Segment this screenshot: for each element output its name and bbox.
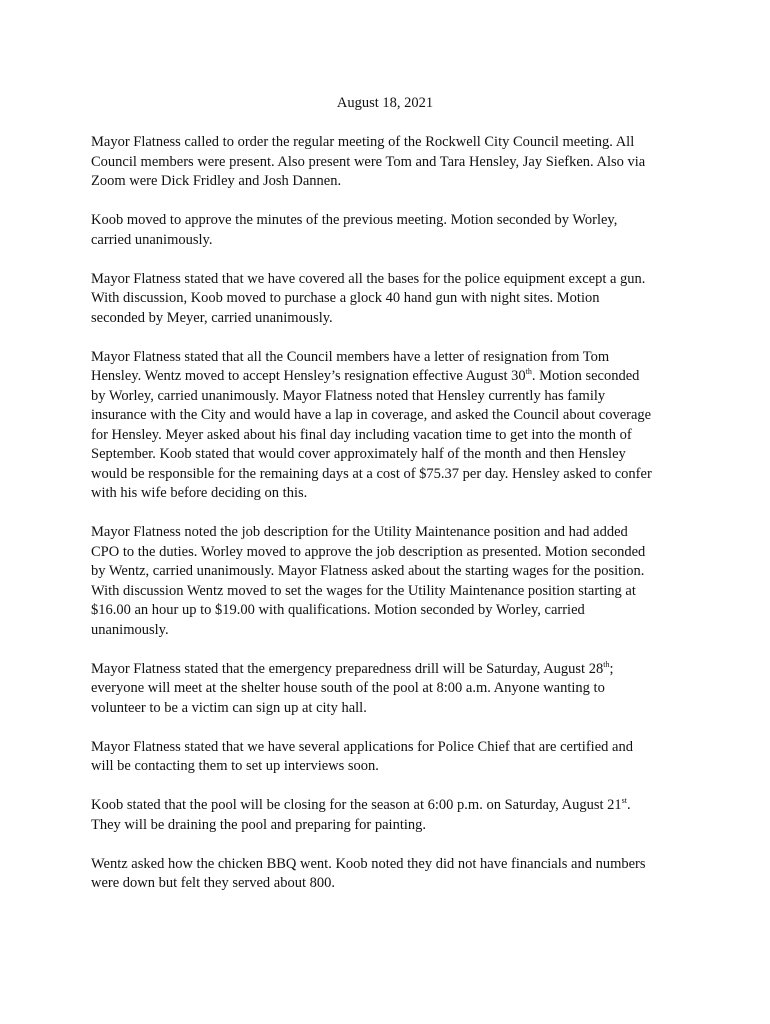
text-fragment: Koob stated that the pool will be closing for the season at 6:00 p.m. on Saturday, August 21 [91, 797, 622, 813]
text-fragment: ; [609, 660, 614, 677]
text-line: With discussion, Koob moved to purchase a glock 40 hand gun with night sites. Motion [91, 290, 600, 306]
ordinal-suffix: th [603, 659, 610, 669]
text-line: with his wife before deciding on this. [91, 485, 308, 501]
text-line: Council members were present. Also present were Tom and Tara Hensley, Jay Siefken. Also via [91, 153, 646, 170]
text-line: volunteer to be a victim can sign up at city hall. [91, 699, 367, 716]
text-line: for Hensley. Meyer asked about his final day including vacation time to get into the month of [91, 426, 632, 443]
text-line-with-superscript [91, 367, 691, 387]
text-line: carried unanimously. [91, 231, 213, 248]
paragraph-utility-maintenance [91, 523, 691, 640]
meeting-date: August 18, 2021 [336, 95, 434, 111]
text-line: CPO to the duties. Worley moved to approve the job description as presented. Motion seconded [91, 543, 646, 560]
ordinal-suffix: th [525, 367, 532, 376]
text-line: would be responsible for the remaining days at a cost of $75.37 per day. Hensley asked to confer [91, 465, 652, 482]
text-fragment: . Motion seconded [531, 368, 640, 384]
text-line: Mayor Flatness stated that we have several applications for Police Chief that are certified and [91, 738, 633, 755]
text-line: by Worley, carried unanimously. Mayor Flatness noted that Hensley currently has family [91, 387, 606, 404]
paragraph-chicken-bbq [91, 855, 691, 894]
paragraph-pool-closing [91, 796, 691, 835]
text-line-with-superscript [91, 660, 691, 680]
paragraph-police-equipment [91, 270, 691, 329]
ordinal-suffix: st [621, 796, 627, 805]
text-line: They will be draining the pool and preparing for painting. [91, 816, 427, 833]
text-line: $16.00 an hour up to $19.00 with qualifications. Motion seconded by Worley, carried [91, 602, 585, 618]
text-line: Mayor Flatness called to order the regular meeting of the Rockwell City Council meeting. All [91, 134, 635, 150]
text-fragment: . [627, 797, 631, 813]
text-fragment: Hensley. Wentz moved to accept Hensley’s resignation effective August 30 [91, 368, 526, 384]
text-line: Koob moved to approve the minutes of the previous meeting. Motion seconded by Worley, [91, 212, 618, 228]
text-line-with-superscript [91, 796, 691, 816]
text-line: seconded by Meyer, carried unanimously. [91, 309, 333, 326]
minutes-body [91, 133, 691, 913]
text-line: Wentz asked how the chicken BBQ went. Koob noted they did not have financials and numbers [91, 855, 646, 872]
paragraph-resignation [91, 348, 691, 504]
text-line: will be contacting them to set up interviews soon. [91, 758, 379, 774]
paragraph-call-to-order [91, 133, 691, 192]
text-line: Zoom were Dick Fridley and Josh Dannen. [91, 173, 342, 189]
text-line: Mayor Flatness noted the job description for the Utility Maintenance position and had added [91, 524, 628, 540]
text-line: September. Koob stated that would cover approximately half of the month and then Hensley [91, 446, 626, 462]
text-line: everyone will meet at the shelter house south of the pool at 8:00 a.m. Anyone wanting to [91, 680, 605, 696]
paragraph-emergency-drill [91, 660, 691, 719]
text-line: were down but felt they served about 800. [91, 875, 336, 891]
text-line: Mayor Flatness stated that all the Council members have a letter of resignation from Tom [91, 348, 610, 365]
text-fragment: Mayor Flatness stated that the emergency preparedness drill will be Saturday, August 28 [91, 660, 604, 677]
paragraph-minutes-approval [91, 211, 691, 250]
text-line: With discussion Wentz moved to set the wages for the Utility Maintenance position starting at [91, 582, 636, 599]
text-line: unanimously. [91, 621, 169, 638]
text-line: by Wentz, carried unanimously. Mayor Flatness asked about the starting wages for the position. [91, 563, 645, 579]
text-line: insurance with the City and would have a lap in coverage, and asked the Council about coverage [91, 407, 652, 423]
text-line: Mayor Flatness stated that we have covered all the bases for the police equipment except a gun. [91, 270, 646, 287]
paragraph-police-chief [91, 738, 691, 777]
